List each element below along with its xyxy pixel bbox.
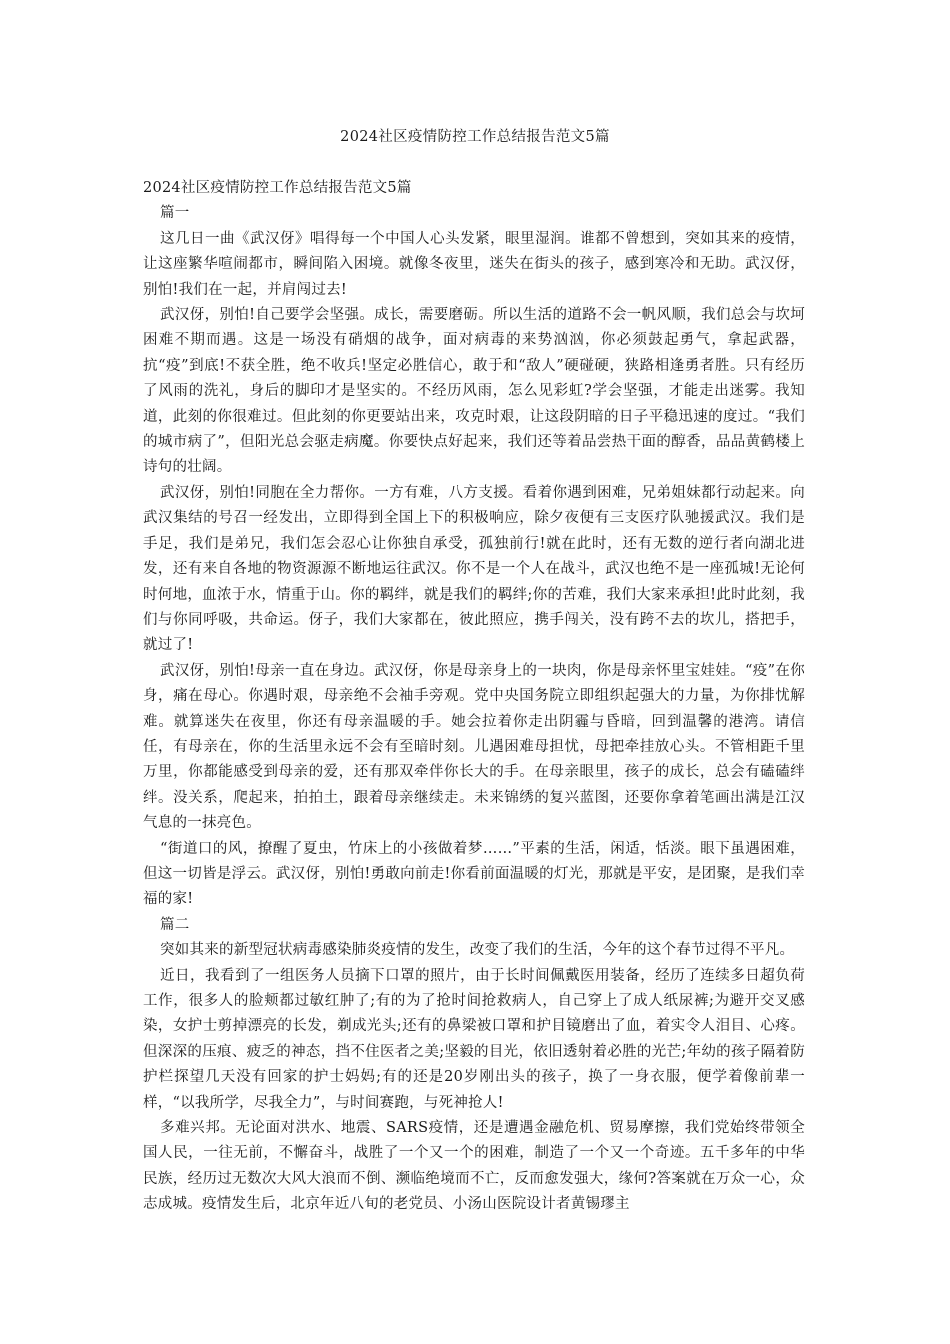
body-paragraph: 近日，我看到了一组医务人员摘下口罩的照片，由于长时间佩戴医用装备，经历了连续多日超负荷工作，很多人的脸颊都过敏红肿了;有的为了抢时间抢救病人，自己穿上了成人纸尿裤;为避开交叉感染，女护士剪掉漂亮的长发，剃成光头;还有的鼻梁被口罩和护目镜磨出了血，着实令人泪目、心疼。但深深的压痕、疲乏的神态，挡不住医者之美;坚毅的目光，依旧透射着必胜的光芒;年幼的孩子隔着防护栏探望几天没有回家的护士妈妈;有的还是20岁刚出头的孩子，换了一身衣服，便学着像前辈一样，“以我所学，尽我全力”，与时间赛跑，与死神抢人! <box>143 967 805 1111</box>
body-paragraph: 武汉伢，别怕!自己要学会坚强。成长，需要磨砺。所以生活的道路不会一帆风顺，我们总会与坎坷困难不期而遇。这是一场没有硝烟的战争，面对病毒的来势汹汹，你必须鼓起勇气，拿起武器，抗“疫”到底!不获全胜，绝不收兵!坚定必胜信心，敢于和“敌人”硬碰硬，狭路相逢勇者胜。只有经历了风雨的洗礼，身后的脚印才是坚实的。不经历风雨，怎么见彩虹?学会坚强，才能走出迷雾。我知道，此刻的你很难过。但此刻的你更要站出来，攻克时艰，让这段阴暗的日子平稳迅速的度过。“我们的城市病了”，但阳光总会驱走病魔。你要快点好起来，我们还等着品尝热干面的醇香，品品黄鹤楼上诗句的壮阔。 <box>143 307 805 476</box>
body-paragraph: 武汉伢，别怕!同胞在全力帮你。一方有难，八方支援。看着你遇到困难，兄弟姐妹都行动起来。向武汉集结的号召一经发出，立即得到全国上下的积极响应，除夕夜便有三支医疗队驰援武汉。我们是手足，我们是弟兄，我们怎会忍心让你独自承受，孤独前行!就在此时，还有无数的逆行者向湖北进发，还有来自各地的物资源源不断地运往武汉。你不是一个人在战斗，武汉也绝不是一座孤城!无论何时何地，血浓于水，情重于山。你的羁绊，就是我们的羁绊;你的苦难，我们大家来承担!此时此刻，我们与你同呼吸，共命运。伢子，我们大家都在，彼此照应，携手闯关，没有跨不去的坎儿，搭把手，就过了! <box>143 484 805 654</box>
body-paragraph: 武汉伢，别怕!母亲一直在身边。武汉伢，你是母亲身上的一块肉，你是母亲怀里宝娃娃。“疫”在你身，痛在母心。你遇时艰，母亲绝不会袖手旁观。党中央国务院立即组织起强大的力量，为你排忧解难。就算迷失在夜里，你还有母亲温暖的手。她会拉着你走出阴霾与昏暗，回到温馨的港湾。请信任，有母亲在，你的生活里永远不会有至暗时刻。儿遇困难母担忧，母把牵挂放心头。不管相距千里万里，你都能感受到母亲的爱，还有那双牵伴你长大的手。在母亲眼里，孩子的成长，总会有磕磕绊绊。没关系，爬起来，拍拍土，跟着母亲继续走。未来锦绣的复兴蓝图，还要你拿着笔画出满是江汉气息的一抹亮色。 <box>143 662 805 832</box>
body-paragraph: 突如其来的新型冠状病毒感染肺炎疫情的发生，改变了我们的生活，今年的这个春节过得不平凡。 <box>160 942 795 959</box>
body-paragraph: 多难兴邦。无论面对洪水、地震、SARS疫情，还是遭遇金融危机、贸易摩擦，我们党始终带领全国人民，一往无前，不懈奋斗，战胜了一个又一个的困难，制造了一个又一个奇迹。五千多年的中华民族，经历过无数次大风大浪而不倒、濒临绝境而不亡，反而愈发强大，缘何?答案就在万众一心，众志成城。疫情发生后，北京年近八旬的老党员、小汤山医院设计者黄锡璆主 <box>143 1120 805 1213</box>
section-heading: 篇二 <box>160 916 190 933</box>
body-paragraph: “街道口的风，撩醒了夏虫，竹床上的小孩做着梦……”平素的生活，闲适，恬淡。眼下虽遇困难，但这一切皆是浮云。武汉伢，别怕!勇敢向前走!你看前面温暖的灯光，那就是平安，是团聚，是我们幸福的家! <box>143 840 805 908</box>
document-title: 2024社区疫情防控工作总结报告范文5篇 <box>340 129 610 145</box>
section-heading: 篇一 <box>160 205 190 222</box>
document-body <box>143 176 805 1218</box>
body-paragraph: 这几日一曲《武汉伢》唱得每一个中国人心头发紧，眼里湿润。谁都不曾想到，突如其来的疫情，让这座繁华喧闹都市，瞬间陷入困境。就像冬夜里，迷失在街头的孩子，感到寒冷和无助。武汉伢，别怕!我们在一起，并肩闯过去! <box>143 230 805 298</box>
document-subtitle: 2024社区疫情防控工作总结报告范文5篇 <box>143 180 412 196</box>
